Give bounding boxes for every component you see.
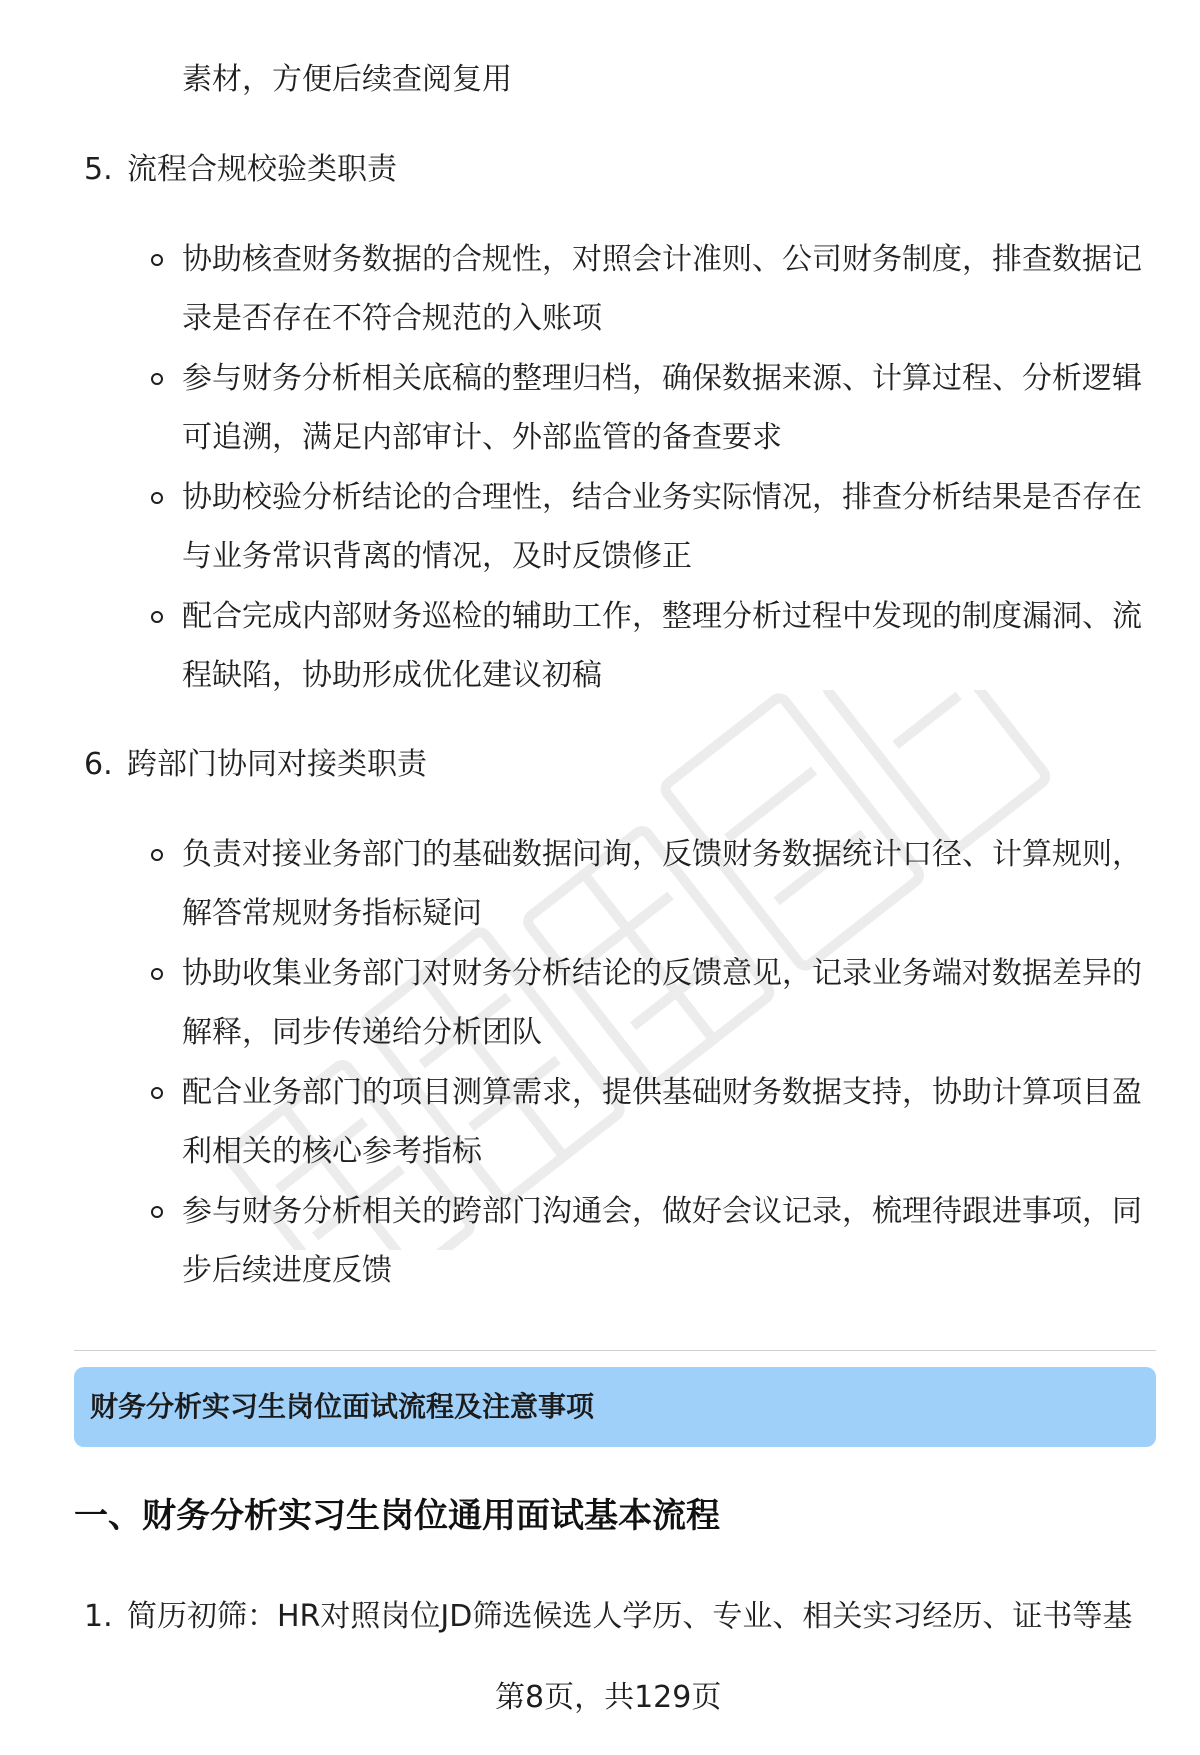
step1-number: 1. [84,1599,113,1634]
section6-number: 6. [84,747,113,782]
list-item: 配合完成内部财务巡检的辅助工作，整理分析过程中发现的制度漏洞、流 [182,599,1142,634]
list-item: 解答常规财务指标疑问 [182,896,482,931]
list-item: 可追溯，满足内部审计、外部监管的备查要求 [182,420,782,455]
bullet-icon [151,1087,163,1099]
bullet-icon [151,492,163,504]
bullet-icon [151,1206,163,1218]
bullet-icon [151,968,163,980]
page-heading: 一、财务分析实习生岗位通用面试基本流程 [74,1496,720,1536]
bullet-icon [151,373,163,385]
bullet-icon [151,611,163,623]
list-item: 协助核查财务数据的合规性，对照会计准则、公司财务制度，排查数据记 [182,242,1142,277]
list-item: 步后续进度反馈 [182,1253,392,1288]
section6-title: 跨部门协同对接类职责 [127,747,427,782]
list-item: 参与财务分析相关的跨部门沟通会，做好会议记录，梳理待跟进事项，同 [182,1194,1142,1229]
section-divider [74,1350,1156,1351]
bullet-icon [151,254,163,266]
banner-title: 财务分析实习生岗位面试流程及注意事项 [90,1390,595,1423]
list-item: 利相关的核心参考指标 [182,1134,482,1169]
list-item: 程缺陷，协助形成优化建议初稿 [182,658,602,693]
section5-number: 5. [84,152,113,187]
section-banner [74,1367,1156,1447]
list-item: 与业务常识背离的情况，及时反馈修正 [182,539,692,574]
continuation-text: 素材，方便后续查阅复用 [182,62,512,97]
page-number: 第8页，共129页 [495,1680,722,1715]
list-item: 协助校验分析结论的合理性，结合业务实际情况，排查分析结果是否存在 [182,480,1142,515]
list-item: 协助收集业务部门对财务分析结论的反馈意见，记录业务端对数据差异的 [182,956,1142,991]
list-item: 参与财务分析相关底稿的整理归档，确保数据来源、计算过程、分析逻辑 [182,361,1142,396]
list-item: 解释，同步传递给分析团队 [182,1015,542,1050]
step1-text: 简历初筛：HR对照岗位JD筛选候选人学历、专业、相关实习经历、证书等基 [127,1599,1133,1634]
bullet-icon [151,849,163,861]
list-item: 配合业务部门的项目测算需求，提供基础财务数据支持，协助计算项目盈 [182,1075,1142,1110]
section5-title: 流程合规校验类职责 [127,152,397,187]
list-item: 负责对接业务部门的基础数据问询，反馈财务数据统计口径、计算规则， [182,837,1142,872]
list-item: 录是否存在不符合规范的入账项 [182,301,602,336]
